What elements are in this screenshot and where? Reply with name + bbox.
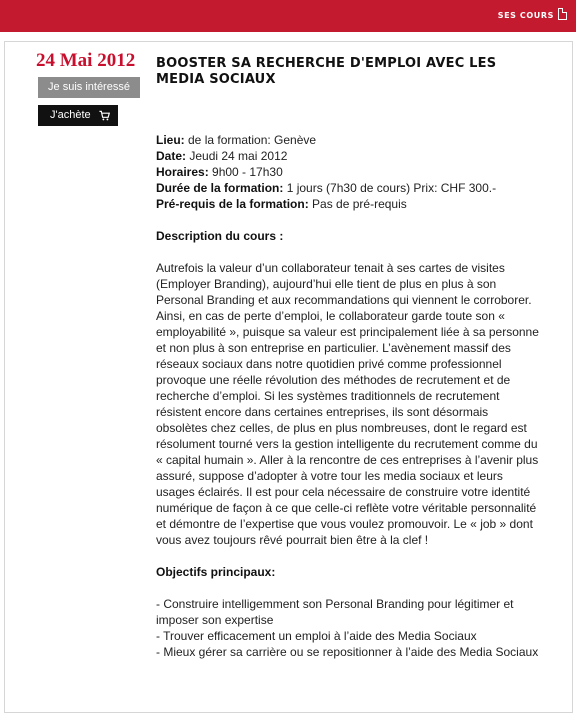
interest-button[interactable]: Je suis intéressé <box>38 77 140 98</box>
buy-button-label: J'achète <box>50 109 91 121</box>
top-bar <box>0 0 576 32</box>
ses-cours-link[interactable]: SES COURS <box>497 11 554 20</box>
course-date: 24 Mai 2012 <box>36 50 136 71</box>
detail-prerequis: Pré-requis de la formation: Pas de pré-requis <box>156 197 407 211</box>
description-heading: Description du cours : <box>156 229 284 243</box>
objective-item: - Mieux gérer sa carrière ou se repositionner à l’aide des Media Sociaux <box>156 645 539 659</box>
detail-horaires: Horaires: 9h00 - 17h30 <box>156 165 283 179</box>
cart-icon <box>99 110 110 121</box>
course-card <box>4 41 573 713</box>
description-text: Autrefois la valeur d’un collaborateur tenait à ses cartes de visites (Employer Branding), aujourd’hui elle tient de plus en plus à son Personal Branding et aux recommandations qui viennent le corroborer. Ainsi, en cas de perte d’emploi, le collaborateur garde toute son « employabilité », puisque sa valeur est principalement liée à sa personne et non plus à son entreprise en particulier. L’avènement massif des réseaux sociaux dans notre quotidien privé comme professionnel provoque une réelle révolution des méthodes de recrutement et de recherche d’emploi. Si les systèmes traditionnels de recrutement résistent encore dans certaines entreprises, ils sont désormais obsolètes chez celles, de plus en plus nombreuses, dont le regard est résolument tourné vers la gestion intelligente du recrutement comme du « capital humain ». Aller à la rencontre de ces entreprises à l’avenir plus assuré, suppose d’adopter à votre tour les media sociaux et leurs usages éclairés. Il est pour cela nécessaire de construire votre identité numérique de façon à ce que celle-ci reflète votre véritable personnalité et démontre de l’expertise que vous voulez promouvoir. Le « job » dont vous avez toujours rêvé pourrait bien être à la clef ! <box>156 261 539 547</box>
buy-button[interactable] <box>38 105 118 126</box>
course-title: BOOSTER SA RECHERCHE D'EMPLOI AVEC LES MEDIA SOCIAUX <box>156 56 497 87</box>
course-content <box>156 56 541 660</box>
objectives-heading: Objectifs principaux: <box>156 565 276 579</box>
objectives-list <box>156 596 541 660</box>
detail-duree: Durée de la formation: 1 jours (7h30 de cours) Prix: CHF 300.- <box>156 181 497 195</box>
objective-item: - Construire intelligemment son Personal Branding pour légitimer et imposer son expertise <box>156 597 514 627</box>
course-details <box>156 132 541 212</box>
document-icon[interactable] <box>558 8 567 20</box>
detail-lieu: Lieu: de la formation: Genève <box>156 133 317 147</box>
objective-item: - Trouver efficacement un emploi à l’aide des Media Sociaux <box>156 629 477 643</box>
detail-date: Date: Jeudi 24 mai 2012 <box>156 149 288 163</box>
